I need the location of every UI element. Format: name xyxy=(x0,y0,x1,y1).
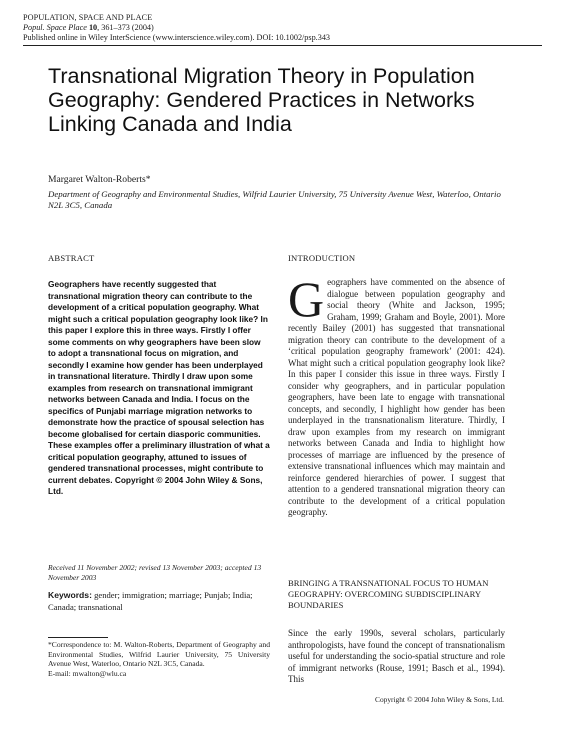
introduction-heading: INTRODUCTION xyxy=(288,253,356,263)
abstract-text: Geographers have recently suggested that transnational migration theory can contribute to the development of a critical population geography. What might such a critical population geography look like? In this paper I explore this in three ways. Firstly I offer some comments on why geographers have been slow to adopt a transnational focus on migration, and secondly I examine how gender has been underplayed in transnational literature. Thirdly I draw upon some examples from research on transnational immigrant networks between Canada and India. I focus on the specifics of Punjabi marriage migration networks to demonstrate how the practice of spousal selection has become globalised for certain diasporic communities. These examples offer a preliminary illustration of what a critical population geography, attuned to issues of gendered transnational processes, might contribute to current debates. Copyright © 2004 John Wiley & Sons, Ltd. xyxy=(48,279,270,496)
citation-title: Popul. Space Place xyxy=(23,23,87,32)
citation-pages: , 361–373 (2004) xyxy=(97,23,154,32)
journal-header xyxy=(23,13,543,46)
correspondence-email: E-mail: mwalton@wlu.ca xyxy=(48,668,127,678)
footnote-rule xyxy=(48,637,108,638)
citation-volume: 10 xyxy=(88,23,98,32)
author-affiliation: Department of Geography and Environmental Studies, Wilfrid Laurier University, 75 University Avenue West, Waterloo, Ontario N2L 3C5, Canada xyxy=(48,189,501,211)
received-dates: Received 11 November 2002; revised 13 November 2003; accepted 13 November 2003 xyxy=(48,563,262,582)
abstract-heading: ABSTRACT xyxy=(48,253,95,263)
section-text: Since the early 1990s, several scholars, particularly anthropologists, have found the concept of transnationalism useful for understanding the socio-spatial structure and role of immigrant networks (Rouse, 1991; Basch et al., 1994). This xyxy=(288,628,505,684)
author-name: Margaret Walton-Roberts* xyxy=(48,174,151,185)
article-title: Transnational Migration Theory in Population Geography: Gendered Practices in Networks Linking Canada and India xyxy=(48,64,475,136)
correspondence-text: *Correspondence to: M. Walton-Roberts, Department of Geography and Environmental Studies, Wilfrid Laurier University, 75 University Avenue West, Waterloo, Ontario N2L 3C5, Canada. xyxy=(48,640,270,669)
journal-name: POPULATION, SPACE AND PLACE xyxy=(23,13,153,22)
introduction-paragraph: eographers have commented on the absence of dialogue between population geography and social theory (White and Jackson, 1995; Graham, 1999; Graham and Boyle, 2001). More recently Bailey (2001) has suggested that transnational migration theory can contribute to the development of a ‘critical population geography framework’ (2001: 424). What might such a critical population geography look like? In this paper I consider this issue in three ways. Firstly I consider why geographers, and in particular population geographers, have been late to engage with transnational concepts, and secondly, I highlight how gender has been underplayed in the transnationalism literature. Thirdly, I draw upon examples from my research on immigrant networks between Canada and India to highlight how processes of marriage are influenced by the presence of extensive transnational influences which may maintain and reinforce gendered hierarchies of power. I suggest that attention to a gendered transnational migration theory can contribute to the development of a critical population geography. xyxy=(288,277,505,517)
copyright-notice: Copyright © 2004 John Wiley & Sons, Ltd. xyxy=(375,695,504,704)
published-line: Published online in Wiley InterScience (www.interscience.wiley.com). DOI: 10.1002/psp.343 xyxy=(23,33,331,42)
keywords-list: gender; immigration; marriage; Punjab; India; Canada; transnational xyxy=(48,590,253,612)
introduction-text xyxy=(288,271,505,519)
section-heading: BRINGING A TRANSNATIONAL FOCUS TO HUMAN GEOGRAPHY: OVERCOMING SUBDISCIPLINARY BOUNDARIES xyxy=(288,578,489,610)
header-rule xyxy=(23,45,542,46)
keywords-label: Keywords: xyxy=(48,590,92,600)
correspondence-footnote xyxy=(48,640,270,678)
drop-cap: G xyxy=(288,271,325,327)
journal-citation xyxy=(23,23,543,33)
keywords xyxy=(48,590,270,613)
